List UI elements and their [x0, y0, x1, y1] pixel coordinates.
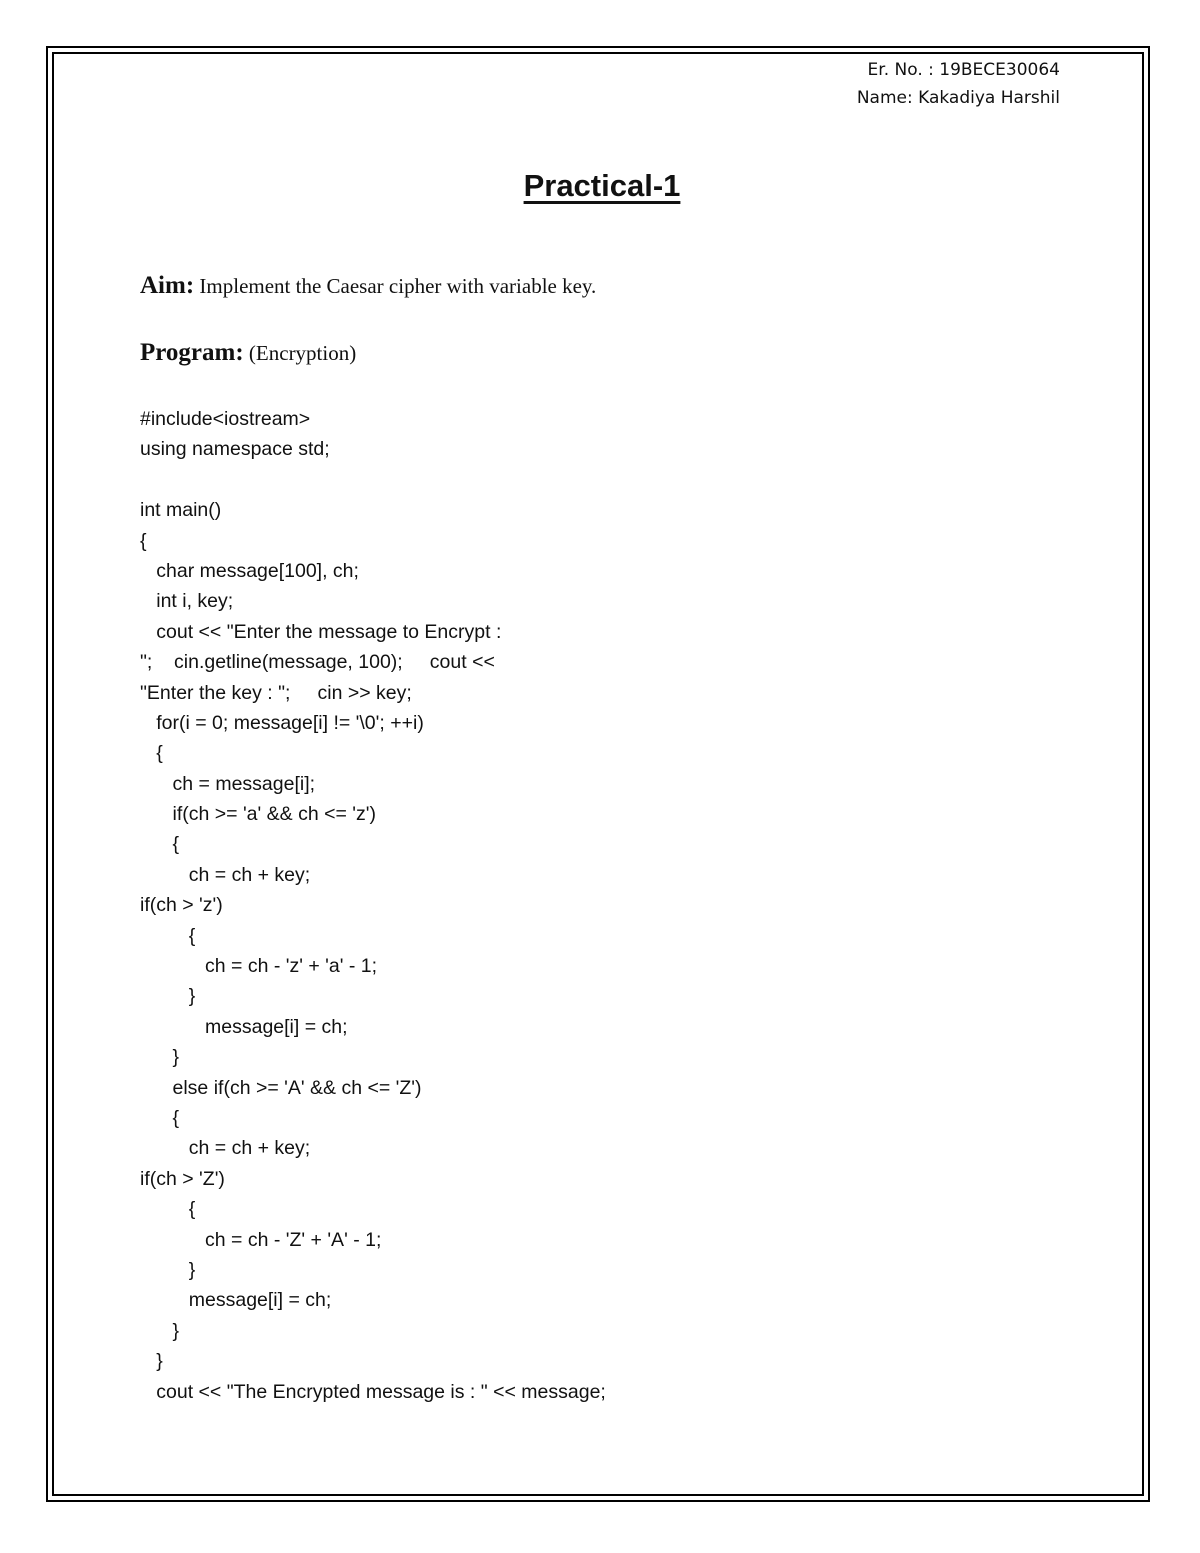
code-line: {: [140, 833, 180, 856]
code-line: if(ch > 'z'): [140, 894, 223, 917]
code-line: #include<iostream>: [140, 408, 311, 430]
code-line: ch = ch + key;: [140, 1137, 311, 1160]
code-line: int main(): [140, 499, 222, 522]
student-info: [780, 56, 1060, 112]
code-line: message[i] = ch;: [140, 1015, 348, 1038]
code-line: }: [140, 1319, 180, 1342]
code-line: ch = ch - 'Z' + 'A' - 1;: [140, 1228, 382, 1251]
code-line: }: [140, 1258, 196, 1281]
code-line: cout << "Enter the message to Encrypt :: [140, 620, 502, 643]
code-line: if(ch > 'Z'): [140, 1167, 225, 1190]
code-line: cout << "The Encrypted message is : " << message;: [140, 1380, 606, 1403]
aim-text: Implement the Caesar cipher with variable key.: [194, 274, 597, 298]
code-line: using namespace std;: [140, 438, 330, 461]
code-line: [140, 465, 606, 495]
code-line: if(ch >= 'a' && ch <= 'z'): [140, 803, 376, 826]
code-line: for(i = 0; message[i] != '\0'; ++i): [140, 711, 424, 734]
aim-label: Aim:: [140, 272, 195, 299]
student-name: Name: Kakadiya Harshil: [856, 88, 1060, 108]
code-line: {: [140, 1198, 196, 1221]
code-line: }: [140, 985, 196, 1008]
code-line: int i, key;: [140, 590, 234, 613]
code-line: char message[100], ch;: [140, 559, 359, 582]
code-line: {: [140, 1106, 180, 1129]
code-line: message[i] = ch;: [140, 1289, 332, 1312]
enrollment-number: Er. No. : 19BECE30064: [867, 60, 1060, 80]
program-section: [140, 339, 356, 367]
code-line: {: [140, 924, 196, 947]
code-line: else if(ch >= 'A' && ch <= 'Z'): [140, 1076, 422, 1099]
aim-section: [140, 272, 596, 300]
code-line: {: [140, 529, 147, 552]
page-title: Practical-1: [523, 168, 681, 203]
code-line: ch = message[i];: [140, 772, 316, 795]
code-line: }: [140, 1350, 163, 1373]
code-line: ch = ch + key;: [140, 863, 311, 886]
program-label: Program:: [140, 339, 244, 366]
code-block: [140, 404, 606, 1407]
program-subtitle: (Encryption): [243, 341, 357, 365]
code-line: "; cin.getline(message, 100); cout <<: [140, 651, 495, 674]
code-line: {: [140, 742, 163, 765]
code-line: "Enter the key : "; cin >> key;: [140, 681, 412, 704]
code-line: }: [140, 1046, 180, 1069]
code-line: ch = ch - 'z' + 'a' - 1;: [140, 955, 378, 978]
page-title-container: [0, 168, 1200, 204]
